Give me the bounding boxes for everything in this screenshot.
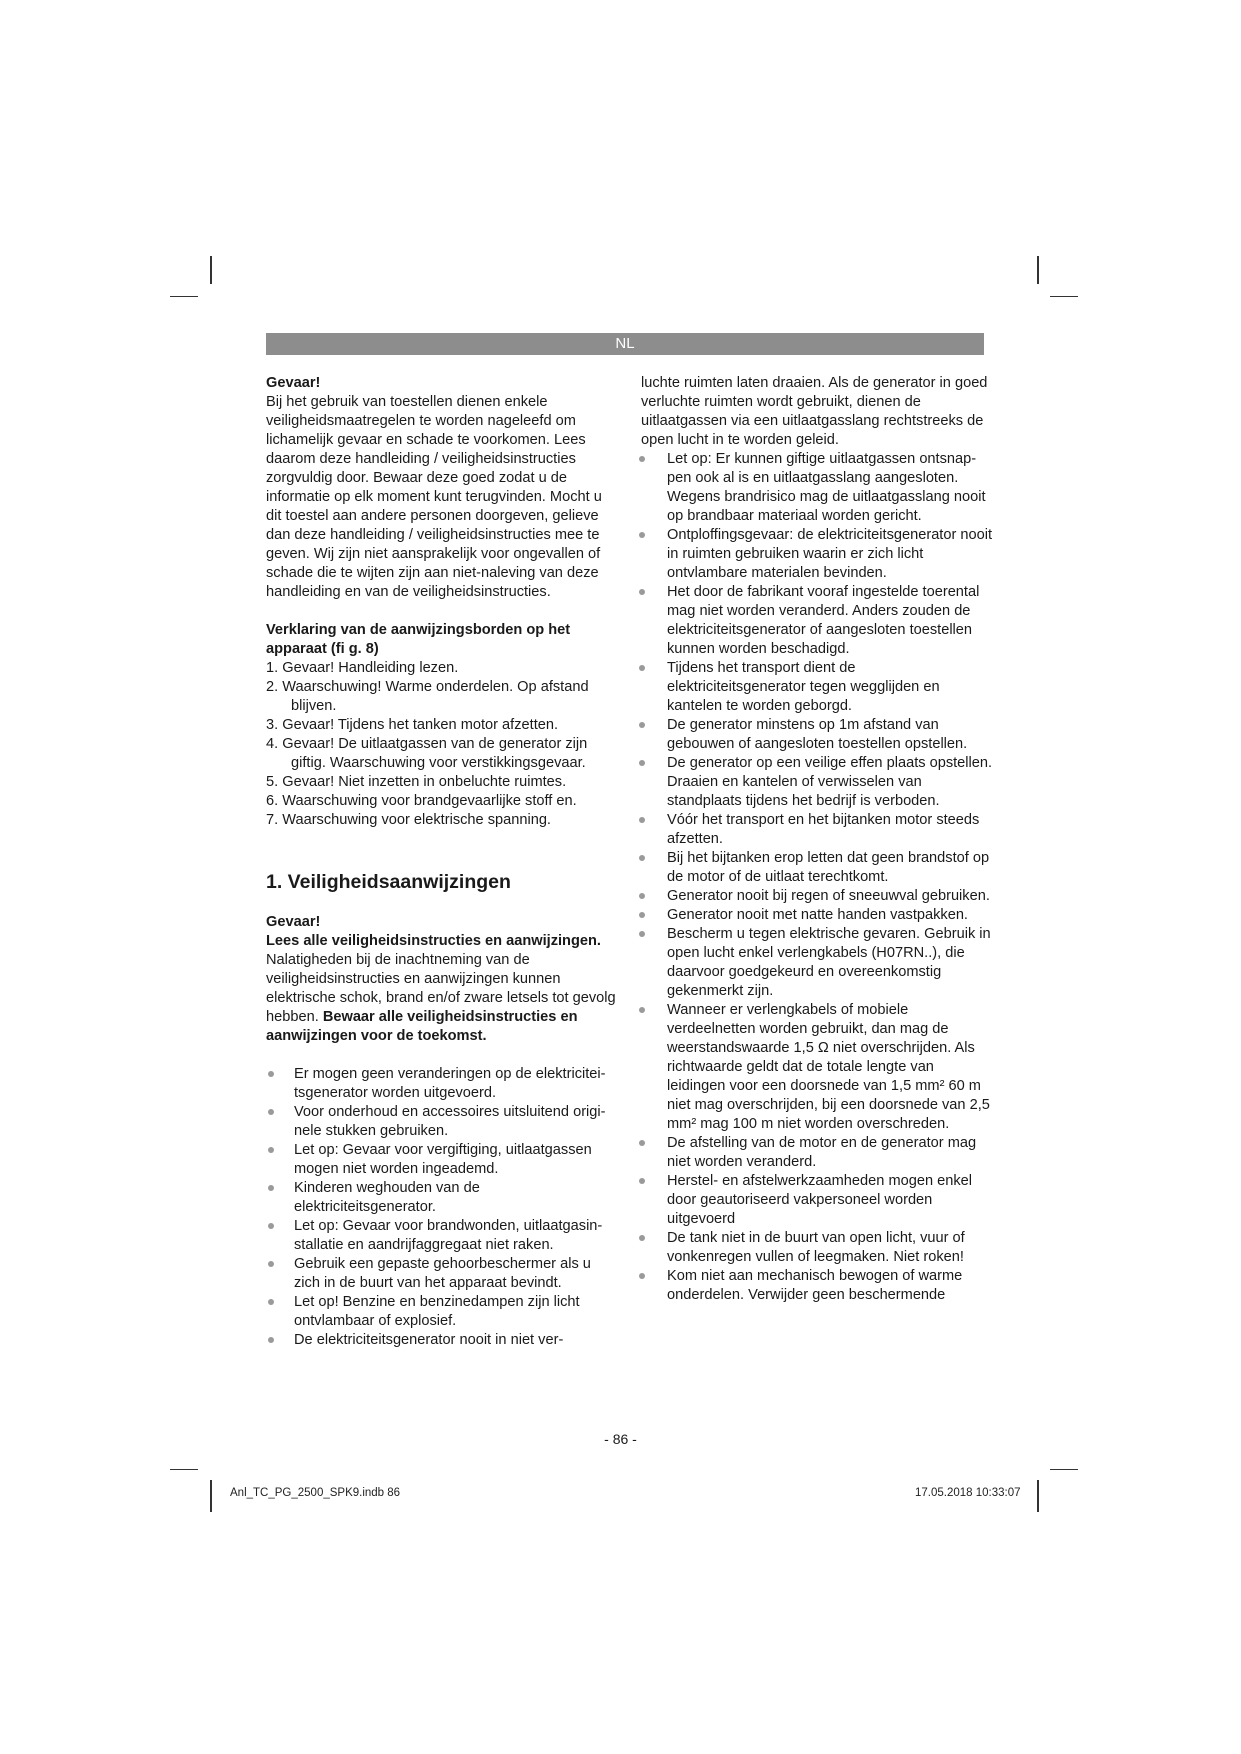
read-instructions-paragraph — [266, 932, 618, 1046]
list-item: Voor onderhoud en accessoires uitsluitend origi-nele stukken gebruiken. — [266, 1103, 618, 1141]
bullet-icon — [268, 1185, 274, 1191]
bullet-icon — [639, 893, 645, 899]
continuation-paragraph: luchte ruimten laten draaien. Als de generator in goed verluchte ruimten wordt gebruikt, dienen de uitlaatgassen via een uitlaatgasslang rechtstreeks de open lucht in te worden geleid. — [641, 375, 988, 448]
bullet-icon — [639, 855, 645, 861]
bullet-icon — [639, 532, 645, 538]
bullet-icon — [639, 931, 645, 937]
list-item: Bij het bijtanken erop letten dat geen brandstof op de motor of de uitlaat terechtkomt. — [641, 849, 993, 887]
list-item: Er mogen geen veranderingen op de elektricitei-tsgenerator worden uitgevoerd. — [266, 1065, 618, 1103]
bullet-icon — [639, 817, 645, 823]
list-item: De generator minstens op 1m afstand van gebouwen of aangesloten toestellen opstellen. — [641, 716, 993, 754]
section-heading: 1. Veiligheidsaanwijzingen — [266, 871, 511, 893]
bullet-icon — [639, 760, 645, 766]
bullet-icon — [639, 665, 645, 671]
list-item: 2. Waarschuwing! Warme onderdelen. Op afstand blijven. — [266, 679, 589, 714]
list-item: Tijdens het transport dient de elektriciteitsgenerator tegen wegglijden en kantelen te worden geborgd. — [641, 659, 993, 716]
list-item: 7. Waarschuwing voor elektrische spanning. — [266, 812, 551, 828]
signs-list — [266, 659, 618, 830]
warning-title: Gevaar! — [266, 375, 321, 391]
list-item: Ontploffingsgevaar: de elektriciteitsgenerator nooit in ruimten gebruiken waarin er zich licht ontvlambare materialen bevinden. — [641, 526, 993, 583]
list-item: Het door de fabrikant vooraf ingestelde toerental mag niet worden veranderd. Anders zouden de elektriciteitsgenerator of aangesloten toestellen kunnen worden beschadigd. — [641, 583, 993, 659]
list-item: Let op! Benzine en benzinedampen zijn licht ontvlambaar of explosief. — [266, 1293, 618, 1331]
list-item: 3. Gevaar! Tijdens het tanken motor afzetten. — [266, 717, 559, 733]
language-bar: NL — [266, 333, 984, 355]
crop-mark — [1037, 1480, 1039, 1512]
read-bold: Lees alle veiligheidsinstructies en aanwijzingen. — [266, 933, 601, 949]
bullet-icon — [268, 1109, 274, 1115]
bullet-icon — [268, 1147, 274, 1153]
list-item: Bescherm u tegen elektrische gevaren. Gebruik in open lucht enkel verlengkabels (H07RN..), die daarvoor goedgekeurd en overeenkomstig gekenmerkt zijn. — [641, 925, 993, 1001]
safety-bullet-list — [266, 1065, 618, 1350]
bullet-icon — [639, 589, 645, 595]
bullet-icon — [639, 1235, 645, 1241]
keep-bold: Bewaar alle veiligheidsinstructies en aanwijzingen voor de toekomst. — [266, 1009, 578, 1044]
right-column — [641, 374, 993, 1305]
list-item: Kom niet aan mechanisch bewogen of warme onderdelen. Verwijder geen beschermende — [641, 1267, 993, 1305]
bullet-icon — [639, 912, 645, 918]
footer-timestamp: 17.05.2018 10:33:07 — [915, 1487, 1021, 1499]
list-item: De afstelling van de motor en de generator mag niet worden veranderd. — [641, 1134, 993, 1172]
list-item: 5. Gevaar! Niet inzetten in onbeluchte ruimtes. — [266, 774, 567, 790]
page-number: - 86 - — [604, 1431, 637, 1447]
list-item: De generator op een veilige effen plaats opstellen. Draaien en kantelen of verwisselen van standplaats tijdens het bedrijf is verboden. — [641, 754, 993, 811]
list-item: 6. Waarschuwing voor brandgevaarlijke stoff en. — [266, 793, 577, 809]
crop-mark — [210, 256, 212, 284]
bullet-icon — [268, 1223, 274, 1229]
crop-mark — [170, 296, 198, 297]
list-item: Gebruik een gepaste gehoorbeschermer als u zich in de buurt van het apparaat bevindt. — [266, 1255, 618, 1293]
safety-bullet-list-continued — [641, 450, 993, 1305]
bullet-icon — [639, 1007, 645, 1013]
list-item: 4. Gevaar! De uitlaatgassen van de generator zijn giftig. Waarschuwing voor verstikkingsgevaar. — [266, 736, 588, 771]
bullet-icon — [639, 1273, 645, 1279]
bullet-icon — [268, 1071, 274, 1077]
list-item: 1. Gevaar! Handleiding lezen. — [266, 660, 459, 676]
bullet-icon — [268, 1261, 274, 1267]
list-item: Herstel- en afstelwerkzaamheden mogen enkel door geautoriseerd vakpersoneel worden uitgevoerd — [641, 1172, 993, 1229]
bullet-icon — [639, 1178, 645, 1184]
list-item: Wanneer er verlengkabels of mobiele verdeelnetten worden gebruikt, dan mag de weerstandswaarde 1,5 Ω niet overschrijden. Als richtwaarde geldt dat de totale lengte van leidingen voor een doorsnede van 1,5 mm² 60 m niet mag overschrijden, bij een doorsnede van 2,5 mm² mag 100 m niet worden overschreden. — [641, 1001, 993, 1134]
intro-paragraph: Bij het gebruik van toestellen dienen enkele veiligheidsmaatregelen te worden nageleefd om lichamelijk gevaar en schade te voorkomen. Lees daarom deze handleiding / veiligheidsinstructies zorgvuldig door. Bewaar deze goed zodat u de informatie op elk moment kunt terugvinden. Mocht u dit toestel aan andere personen doorgeven, gelieve dan deze handleiding / veiligheidsinstructies mee te geven. Wij zijn niet aansprakelijk voor ongevallen of schade die te wijten zijn aan niet-naleving van deze handleiding en van de veiligheidsinstructies. — [266, 394, 602, 600]
list-item: Generator nooit bij regen of sneeuwval gebruiken. — [641, 887, 993, 906]
list-item: De elektriciteitsgenerator nooit in niet ver- — [266, 1331, 618, 1350]
read-normal: Nalatigheden bij de inachtneming van de veiligheidsinstructies en aanwijzingen kunnen elektrische schok, brand en/of zware letsels tot gevolg hebben. — [266, 952, 616, 1025]
bullet-icon — [639, 1140, 645, 1146]
crop-mark — [1037, 256, 1039, 284]
list-item: Generator nooit met natte handen vastpakken. — [641, 906, 993, 925]
list-item: Let op: Er kunnen giftige uitlaatgassen ontsnap-pen ook al is en uitlaatgasslang aangesloten. Wegens brandrisico mag de uitlaatgasslang nooit op brandbaar materiaal worden gericht. — [641, 450, 993, 526]
signs-heading: Verklaring van de aanwijzingsborden op het apparaat (fi g. 8) — [266, 622, 571, 657]
crop-mark — [170, 1469, 198, 1470]
list-item: Let op: Gevaar voor brandwonden, uitlaatgasin-stallatie en aandrijfaggregaat niet raken. — [266, 1217, 618, 1255]
bullet-icon — [268, 1299, 274, 1305]
crop-mark — [1050, 296, 1078, 297]
list-item: De tank niet in de buurt van open licht, vuur of vonkenregen vullen of leegmaken. Niet roken! — [641, 1229, 993, 1267]
list-item: Let op: Gevaar voor vergiftiging, uitlaatgassen mogen niet worden ingeademd. — [266, 1141, 618, 1179]
bullet-icon — [268, 1337, 274, 1343]
footer-filename: Anl_TC_PG_2500_SPK9.indb 86 — [230, 1487, 401, 1499]
crop-mark — [210, 1480, 212, 1512]
list-item: Vóór het transport en het bijtanken motor steeds afzetten. — [641, 811, 993, 849]
left-column — [266, 374, 618, 1350]
bullet-icon — [639, 456, 645, 462]
bullet-icon — [639, 722, 645, 728]
section-warning: Gevaar! — [266, 914, 321, 930]
crop-mark — [1050, 1469, 1078, 1470]
list-item: Kinderen weghouden van de elektriciteitsgenerator. — [266, 1179, 618, 1217]
